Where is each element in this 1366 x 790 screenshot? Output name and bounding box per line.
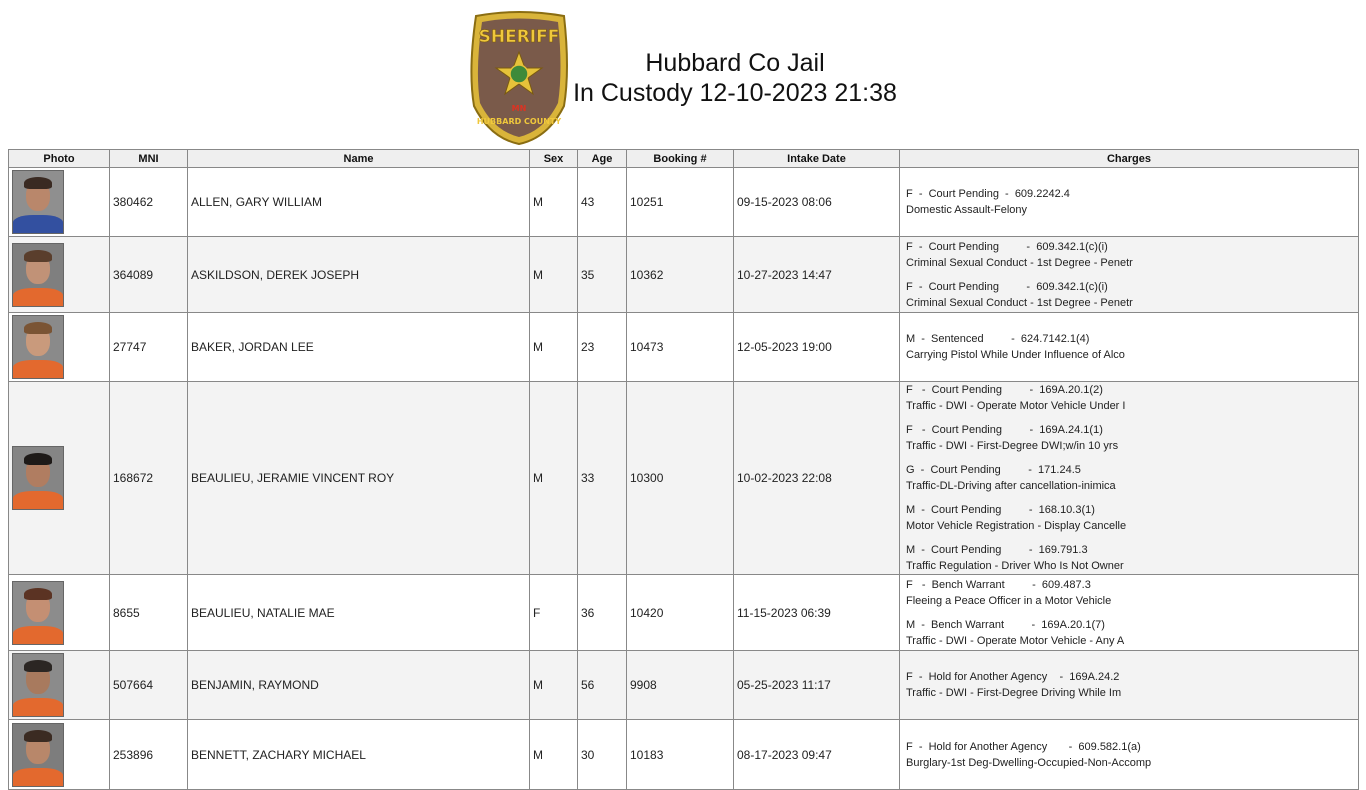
charge-entry bbox=[906, 382, 1355, 414]
charge-entry bbox=[906, 462, 1355, 494]
photo-cell bbox=[9, 720, 110, 790]
charge-description: Traffic-DL-Driving after cancellation-inimica bbox=[906, 480, 1116, 492]
name-cell: BEAULIEU, JERAMIE VINCENT ROY bbox=[188, 382, 530, 575]
sex-cell: M bbox=[530, 168, 578, 237]
mni-cell: 507664 bbox=[110, 651, 188, 720]
sex-cell: M bbox=[530, 720, 578, 790]
sex-cell: M bbox=[530, 382, 578, 575]
charge-entry bbox=[906, 279, 1355, 311]
intake-date-cell: 10-27-2023 14:47 bbox=[734, 237, 900, 313]
sex-cell: M bbox=[530, 651, 578, 720]
photo-cell bbox=[9, 237, 110, 313]
intake-date-cell: 12-05-2023 19:00 bbox=[734, 313, 900, 382]
charge-status-statute: F - Hold for Another Agency - 609.582.1(a) bbox=[906, 740, 1141, 753]
booking-number-cell: 9908 bbox=[627, 651, 734, 720]
charge-entry bbox=[906, 239, 1355, 271]
inmate-row bbox=[9, 720, 1359, 790]
charge-description: Motor Vehicle Registration - Display Cancelle bbox=[906, 520, 1127, 532]
column-header-mni[interactable]: MNI bbox=[110, 150, 188, 168]
charge-entry bbox=[906, 739, 1355, 771]
charge-description: Domestic Assault-Felony bbox=[906, 204, 1028, 216]
charge-description: Traffic - DWI - Operate Motor Vehicle - Any A bbox=[906, 634, 1125, 647]
mni-cell: 253896 bbox=[110, 720, 188, 790]
charge-entry bbox=[906, 617, 1355, 649]
charge-description: Traffic - DWI - Operate Motor Vehicle Under I bbox=[906, 400, 1126, 412]
charge-entry bbox=[906, 542, 1355, 574]
charge-status-statute: F - Bench Warrant - 609.487.3 bbox=[906, 578, 1091, 591]
intake-date-cell: 11-15-2023 06:39 bbox=[734, 575, 900, 651]
age-cell: 43 bbox=[578, 168, 627, 237]
booking-number-cell: 10251 bbox=[627, 168, 734, 237]
charge-description: Traffic - DWI - First-Degree Driving While Im bbox=[906, 687, 1122, 699]
intake-date-cell: 10-02-2023 22:08 bbox=[734, 382, 900, 575]
age-cell: 35 bbox=[578, 237, 627, 313]
charge-status-statute: F - Court Pending - 609.342.1(c)(i) bbox=[906, 240, 1108, 253]
charge-status-statute: M - Sentenced - 624.7142.1(4) bbox=[906, 333, 1090, 345]
svg-text:HUBBARD COUNTY: HUBBARD COUNTY bbox=[476, 117, 562, 126]
charge-status-statute: F - Court Pending - 169A.20.1(2) bbox=[906, 384, 1103, 396]
charges-cell bbox=[900, 237, 1359, 313]
charge-entry bbox=[906, 502, 1355, 534]
charge-description: Burglary-1st Deg-Dwelling-Occupied-Non-Accomp bbox=[906, 756, 1152, 769]
column-header-age[interactable]: Age bbox=[578, 150, 627, 168]
name-cell: ALLEN, GARY WILLIAM bbox=[188, 168, 530, 237]
mugshot-photo[interactable] bbox=[12, 581, 64, 645]
mugshot-photo[interactable] bbox=[12, 243, 64, 307]
inmate-row bbox=[9, 313, 1359, 382]
intake-date-cell: 05-25-2023 11:17 bbox=[734, 651, 900, 720]
mni-cell: 27747 bbox=[110, 313, 188, 382]
charge-description: Traffic Regulation - Driver Who Is Not Owner bbox=[906, 560, 1124, 572]
table-header-row bbox=[9, 150, 1359, 168]
age-cell: 30 bbox=[578, 720, 627, 790]
charges-cell bbox=[900, 168, 1359, 237]
charges-cell bbox=[900, 575, 1359, 651]
name-cell: BEAULIEU, NATALIE MAE bbox=[188, 575, 530, 651]
page-subtitle: In Custody 12-10-2023 21:38 bbox=[573, 79, 897, 107]
booking-number-cell: 10473 bbox=[627, 313, 734, 382]
charge-status-statute: F - Court Pending - 169A.24.1(1) bbox=[906, 424, 1103, 436]
age-cell: 36 bbox=[578, 575, 627, 651]
mugshot-photo[interactable] bbox=[12, 723, 64, 787]
intake-date-cell: 08-17-2023 09:47 bbox=[734, 720, 900, 790]
photo-cell bbox=[9, 575, 110, 651]
name-cell: BENNETT, ZACHARY MICHAEL bbox=[188, 720, 530, 790]
age-cell: 33 bbox=[578, 382, 627, 575]
charge-entry bbox=[906, 669, 1355, 701]
inmate-table bbox=[8, 149, 1359, 790]
charge-description: Criminal Sexual Conduct - 1st Degree - Penetr bbox=[906, 256, 1133, 269]
charges-cell bbox=[900, 720, 1359, 790]
sex-cell: F bbox=[530, 575, 578, 651]
charges-cell bbox=[900, 382, 1359, 575]
charge-description: Traffic - DWI - First-Degree DWI;w/in 10 yrs bbox=[906, 440, 1119, 452]
photo-cell bbox=[9, 382, 110, 575]
sex-cell: M bbox=[530, 313, 578, 382]
charge-status-statute: F - Hold for Another Agency - 169A.24.2 bbox=[906, 671, 1120, 683]
inmate-row bbox=[9, 382, 1359, 575]
mni-cell: 8655 bbox=[110, 575, 188, 651]
svg-text:SHERIFF: SHERIFF bbox=[478, 27, 560, 47]
mni-cell: 364089 bbox=[110, 237, 188, 313]
photo-cell bbox=[9, 313, 110, 382]
booking-number-cell: 10362 bbox=[627, 237, 734, 313]
page-title: Hubbard Co Jail bbox=[645, 49, 825, 77]
mugshot-photo[interactable] bbox=[12, 170, 64, 234]
inmate-row bbox=[9, 651, 1359, 720]
column-header-name[interactable]: Name bbox=[188, 150, 530, 168]
charge-status-statute: F - Court Pending - 609.342.1(c)(i) bbox=[906, 280, 1108, 293]
age-cell: 23 bbox=[578, 313, 627, 382]
age-cell: 56 bbox=[578, 651, 627, 720]
inmate-row bbox=[9, 575, 1359, 651]
sheriff-badge-logo bbox=[468, 10, 570, 146]
charges-cell bbox=[900, 651, 1359, 720]
booking-number-cell: 10420 bbox=[627, 575, 734, 651]
intake-date-cell: 09-15-2023 08:06 bbox=[734, 168, 900, 237]
charge-description: Carrying Pistol While Under Influence of Alco bbox=[906, 349, 1125, 361]
charge-description: Criminal Sexual Conduct - 1st Degree - Penetr bbox=[906, 296, 1133, 309]
charge-entry bbox=[906, 186, 1355, 218]
mugshot-photo[interactable] bbox=[12, 446, 64, 510]
charge-description: Fleeing a Peace Officer in a Motor Vehicle bbox=[906, 594, 1112, 607]
charge-entry bbox=[906, 331, 1355, 363]
column-header-charges[interactable]: Charges bbox=[900, 150, 1359, 168]
name-cell: ASKILDSON, DEREK JOSEPH bbox=[188, 237, 530, 313]
photo-cell bbox=[9, 168, 110, 237]
charge-entry bbox=[906, 422, 1355, 454]
mni-cell: 380462 bbox=[110, 168, 188, 237]
page-header bbox=[0, 0, 1366, 148]
mni-cell: 168672 bbox=[110, 382, 188, 575]
inmate-row bbox=[9, 168, 1359, 237]
svg-text:MN: MN bbox=[511, 104, 527, 113]
name-cell: BENJAMIN, RAYMOND bbox=[188, 651, 530, 720]
sex-cell: M bbox=[530, 237, 578, 313]
photo-cell bbox=[9, 651, 110, 720]
charge-entry bbox=[906, 577, 1355, 609]
charge-status-statute: G - Court Pending - 171.24.5 bbox=[906, 464, 1081, 476]
title-block bbox=[560, 48, 910, 108]
column-header-sex[interactable]: Sex bbox=[530, 150, 578, 168]
inmate-row bbox=[9, 237, 1359, 313]
mugshot-photo[interactable] bbox=[12, 653, 64, 717]
charge-status-statute: M - Court Pending - 168.10.3(1) bbox=[906, 504, 1095, 516]
charges-cell bbox=[900, 313, 1359, 382]
column-header-intake-date[interactable]: Intake Date bbox=[734, 150, 900, 168]
column-header-photo[interactable]: Photo bbox=[9, 150, 110, 168]
charge-status-statute: F - Court Pending - 609.2242.4 bbox=[906, 188, 1070, 200]
booking-number-cell: 10183 bbox=[627, 720, 734, 790]
charge-status-statute: M - Bench Warrant - 169A.20.1(7) bbox=[906, 618, 1105, 631]
charge-status-statute: M - Court Pending - 169.791.3 bbox=[906, 544, 1088, 556]
booking-number-cell: 10300 bbox=[627, 382, 734, 575]
mugshot-photo[interactable] bbox=[12, 315, 64, 379]
name-cell: BAKER, JORDAN LEE bbox=[188, 313, 530, 382]
column-header-booking[interactable]: Booking # bbox=[627, 150, 734, 168]
